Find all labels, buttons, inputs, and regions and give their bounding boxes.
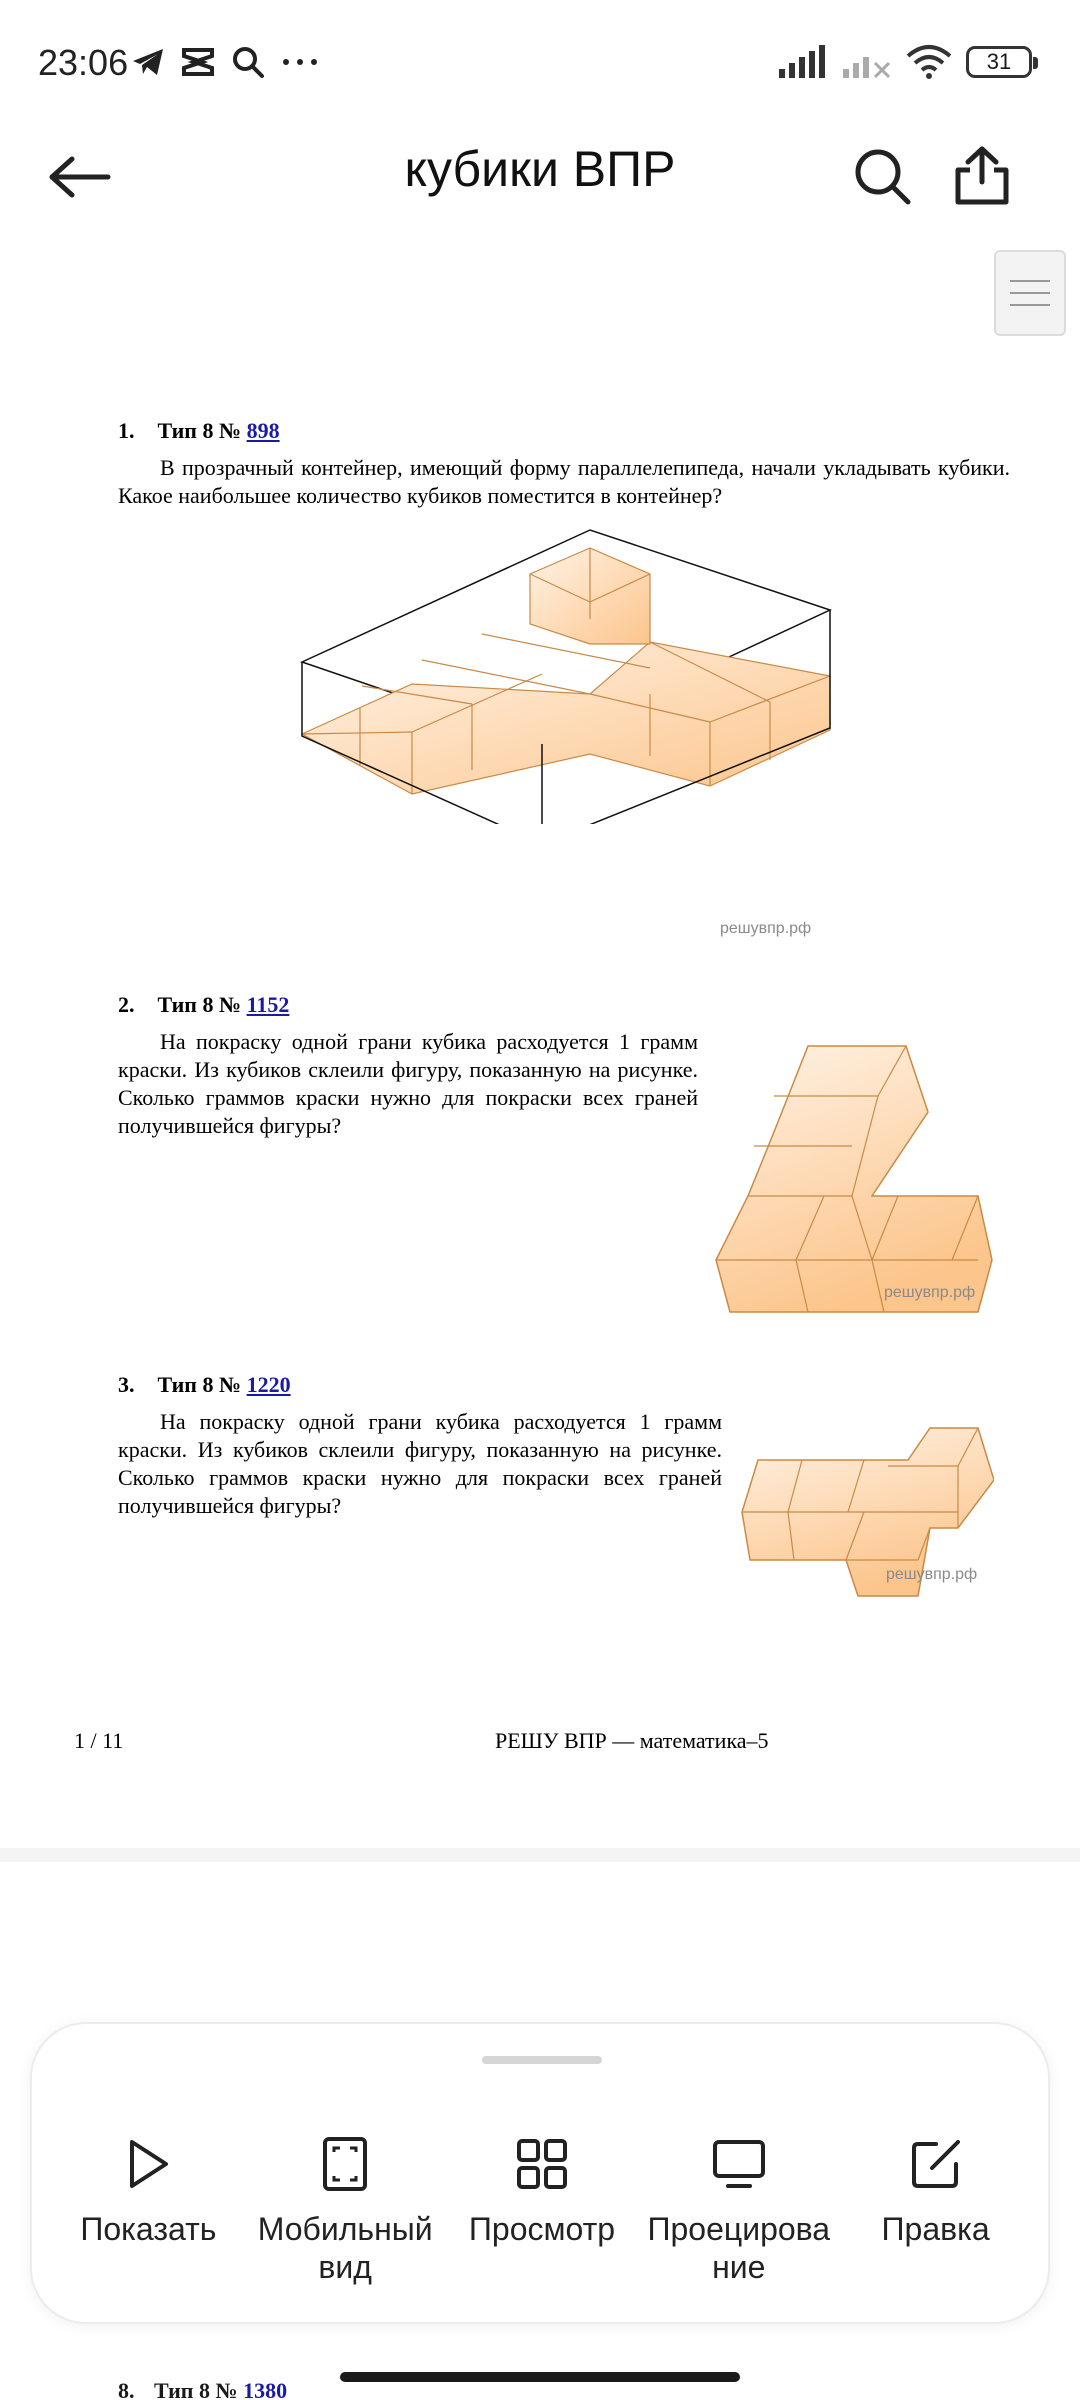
outline-line [1010,292,1050,294]
mobile-view-label: Мобильный вид [257,2211,433,2285]
task-1-link[interactable]: 898 [246,418,280,443]
page-divider [0,1848,1080,1862]
task-number: 2. [118,992,135,1017]
signal-icon [778,45,828,79]
home-indicator[interactable] [340,2372,740,2382]
share-icon [954,146,1010,206]
task-2-watermark: решувпр.рф [884,1284,976,1301]
sheet-drag-handle[interactable] [482,2056,602,2064]
bottom-action-sheet [30,2022,1050,2324]
sheet-actions [32,2134,1052,2286]
task-3-link[interactable]: 1220 [246,1372,291,1397]
status-time: 23:06 [38,42,129,83]
task-number: 8. [118,2378,135,2400]
outline-line [1010,280,1050,282]
task-type: Тип 8 № [157,1372,242,1397]
show-label: Показать [80,2211,217,2247]
task-2-link[interactable]: 1152 [246,992,290,1017]
task-2-header [118,992,289,1018]
wifi-icon [906,44,952,80]
mobile-view-icon [322,2136,368,2192]
task-1-figure [290,524,850,824]
preview-button[interactable] [447,2134,637,2286]
capcut-icon [180,44,216,80]
edit-icon [910,2138,962,2190]
task-type: Тип 8 № [154,2378,238,2400]
preview-label: Просмотр [468,2211,616,2247]
projection-label: Проецирование [647,2211,831,2285]
task-type: Тип 8 № [157,992,242,1017]
signal-no-service-icon [842,45,892,79]
task-2-text: На покраску одной грани кубика расходуется 1 грамм краски. Из кубиков склеили фигуру, показанную на рисунке. Сколько граммов краски нужно для покраски всех граней получившейся фигуры? [118,1029,698,1138]
edit-button[interactable] [841,2134,1031,2286]
document-title: кубики ВПР [404,141,676,197]
task-1-text: В прозрачный контейнер, имеющий форму параллелепипеда, начали укладывать кубики. Какое наибольшее количество кубиков поместится в контейнер? [118,455,1010,508]
task-number: 1. [118,418,135,443]
status-icons-right [778,44,1032,80]
outline-toggle-button[interactable] [994,250,1066,336]
app-header [0,120,1080,230]
search-button[interactable] [846,140,918,212]
task-1-header [118,418,280,444]
more-dots-icon [280,44,320,80]
grid-icon [516,2138,568,2190]
search-icon [852,146,912,206]
task-3-watermark: решувпр.рф [886,1566,978,1583]
search-icon [230,44,266,80]
monitor-icon [712,2139,766,2189]
mobile-view-button[interactable] [250,2134,440,2286]
task-1-watermark: решувпр.рф [720,920,812,937]
play-icon [124,2138,172,2190]
show-button[interactable] [53,2134,243,2286]
edit-label: Правка [881,2211,990,2247]
task-3-text: На покраску одной грани кубика расходуется 1 грамм краски. Из кубиков склеили фигуру, показанную на рисунке. Сколько граммов краски нужно для покраски всех граней получившейся фигуры? [118,1409,722,1518]
telegram-icon [130,44,166,80]
share-button[interactable] [946,140,1018,212]
page-footer-title: РЕШУ ВПР — математика–5 [495,1728,769,1753]
pdf-page[interactable] [0,330,1080,1860]
task-number: 3. [118,1372,135,1397]
task-3-header [118,1372,291,1398]
battery-indicator: 31 [966,46,1032,78]
outline-line [1010,304,1050,306]
page-number: 1 / 11 [74,1728,124,1753]
status-bar [0,0,1080,120]
projection-button[interactable] [644,2134,834,2286]
task-8-header [118,2378,287,2400]
task-type: Тип 8 № [157,418,242,443]
status-icons-left [130,44,320,80]
task-2-figure [712,1042,998,1316]
task-8-link[interactable]: 1380 [243,2378,288,2400]
